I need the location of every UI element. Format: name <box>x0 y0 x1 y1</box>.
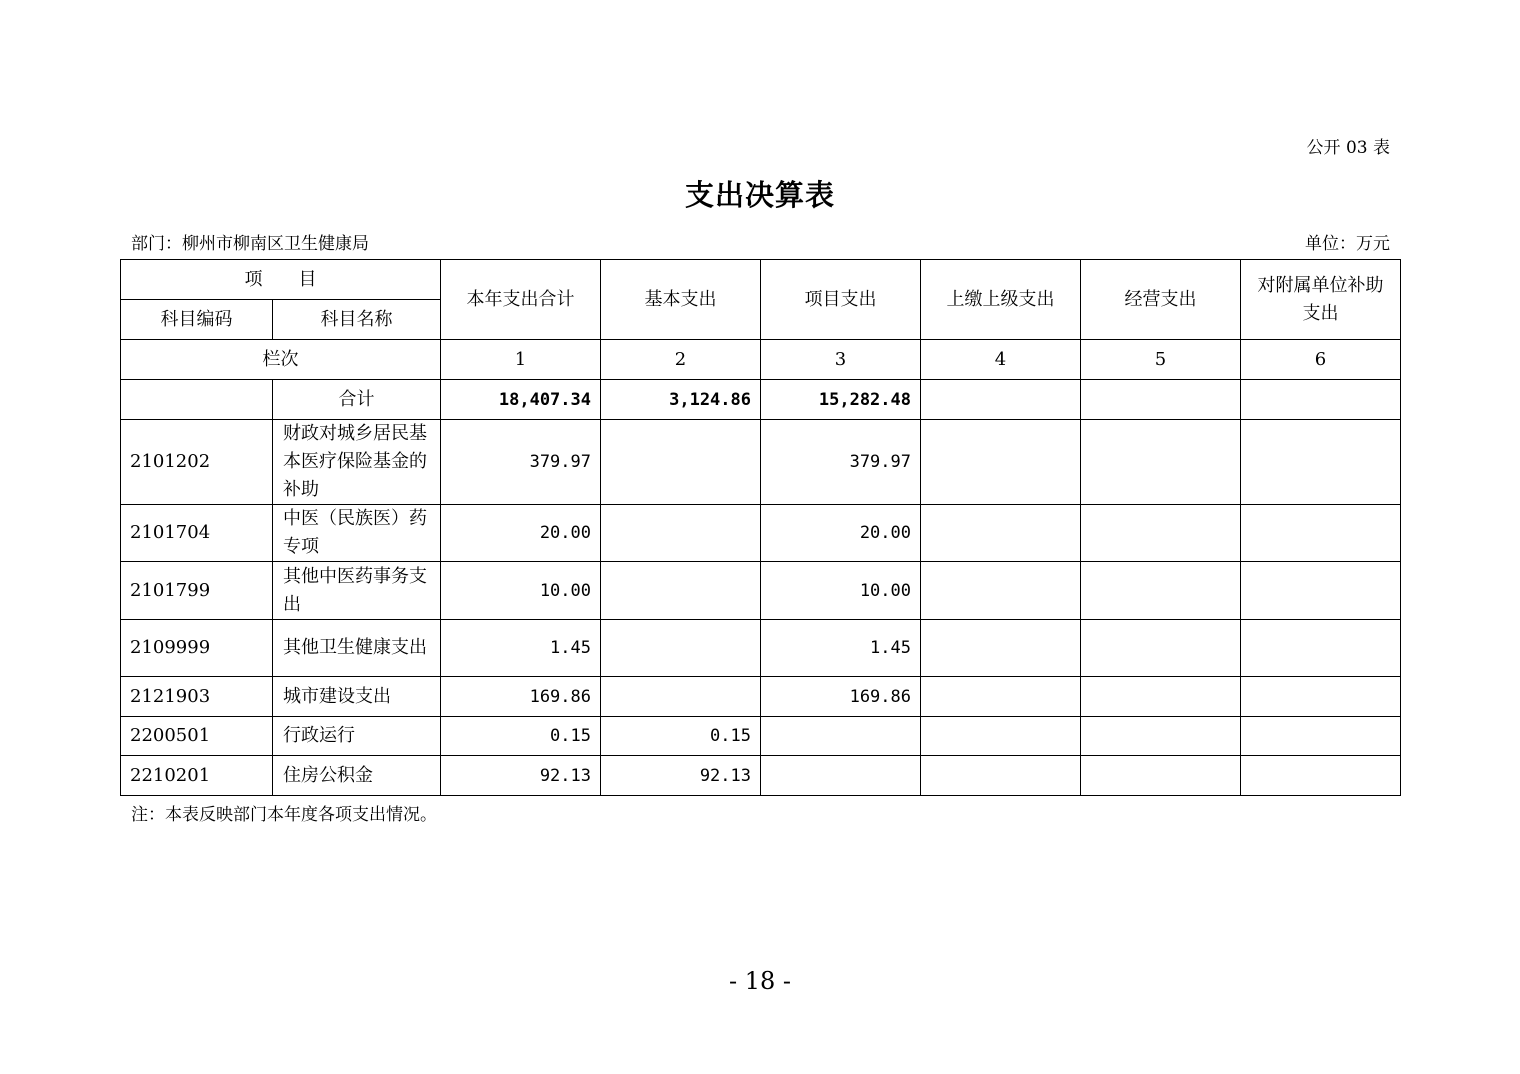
table-row <box>121 420 1401 505</box>
row-upper <box>921 420 1081 505</box>
row-code: 2200501 <box>121 717 273 756</box>
row-name: 财政对城乡居民基本医疗保险基金的补助 <box>273 420 441 505</box>
header-business: 经营支出 <box>1081 260 1241 340</box>
col-number: 2 <box>601 340 761 380</box>
header-total: 本年支出合计 <box>441 260 601 340</box>
total-basic: 3,124.86 <box>601 380 761 420</box>
row-name: 行政运行 <box>273 717 441 756</box>
row-basic: 0.15 <box>601 717 761 756</box>
row-subsidy <box>1241 420 1401 505</box>
row-total: 92.13 <box>441 756 601 796</box>
row-code: 2210201 <box>121 756 273 796</box>
row-code: 2101704 <box>121 505 273 562</box>
col-number: 6 <box>1241 340 1401 380</box>
row-basic <box>601 620 761 677</box>
header-name: 科目名称 <box>273 300 441 340</box>
row-label: 栏次 <box>121 340 441 380</box>
row-upper <box>921 717 1081 756</box>
row-subsidy <box>1241 620 1401 677</box>
row-total: 169.86 <box>441 677 601 717</box>
row-business <box>1081 717 1241 756</box>
total-total: 18,407.34 <box>441 380 601 420</box>
col-number: 3 <box>761 340 921 380</box>
row-project: 10.00 <box>761 562 921 620</box>
header-project: 项目支出 <box>761 260 921 340</box>
row-upper <box>921 756 1081 796</box>
table-note: 注：本表反映部门本年度各项支出情况。 <box>131 805 437 825</box>
row-total: 379.97 <box>441 420 601 505</box>
row-project <box>761 756 921 796</box>
row-project: 20.00 <box>761 505 921 562</box>
table-row <box>121 505 1401 562</box>
total-row <box>121 380 1401 420</box>
row-upper <box>921 677 1081 717</box>
header-basic: 基本支出 <box>601 260 761 340</box>
col-number: 4 <box>921 340 1081 380</box>
row-business <box>1081 562 1241 620</box>
header-code: 科目编码 <box>121 300 273 340</box>
row-code: 2101202 <box>121 420 273 505</box>
row-total: 1.45 <box>441 620 601 677</box>
header-subsidy: 对附属单位补助支出 <box>1241 260 1401 340</box>
table-row <box>121 562 1401 620</box>
row-basic <box>601 420 761 505</box>
header-item: 项 目 <box>121 260 441 300</box>
row-project <box>761 717 921 756</box>
row-business <box>1081 677 1241 717</box>
row-basic: 92.13 <box>601 756 761 796</box>
row-subsidy <box>1241 562 1401 620</box>
row-basic <box>601 677 761 717</box>
row-name: 其他卫生健康支出 <box>273 620 441 677</box>
row-code: 2121903 <box>121 677 273 717</box>
row-subsidy <box>1241 756 1401 796</box>
row-business <box>1081 505 1241 562</box>
row-business <box>1081 756 1241 796</box>
row-business <box>1081 620 1241 677</box>
row-upper <box>921 562 1081 620</box>
row-project: 1.45 <box>761 620 921 677</box>
row-upper <box>921 620 1081 677</box>
header-upper: 上缴上级支出 <box>921 260 1081 340</box>
row-subsidy <box>1241 505 1401 562</box>
total-project: 15,282.48 <box>761 380 921 420</box>
table-row <box>121 677 1401 717</box>
row-project: 379.97 <box>761 420 921 505</box>
total-upper <box>921 380 1081 420</box>
row-code: 2101799 <box>121 562 273 620</box>
row-name: 住房公积金 <box>273 756 441 796</box>
total-label: 合计 <box>273 380 441 420</box>
table-row <box>121 717 1401 756</box>
row-name: 其他中医药事务支出 <box>273 562 441 620</box>
total-subsidy <box>1241 380 1401 420</box>
row-subsidy <box>1241 717 1401 756</box>
row-project: 169.86 <box>761 677 921 717</box>
row-total: 0.15 <box>441 717 601 756</box>
form-number: 公开 03 表 <box>1306 138 1390 158</box>
row-total: 10.00 <box>441 562 601 620</box>
row-subsidy <box>1241 677 1401 717</box>
col-number: 1 <box>441 340 601 380</box>
department-label: 部门：柳州市柳南区卫生健康局 <box>131 234 369 254</box>
table-row <box>121 620 1401 677</box>
unit-label: 单位：万元 <box>1305 234 1390 254</box>
total-code-cell <box>121 380 273 420</box>
row-basic <box>601 505 761 562</box>
row-total: 20.00 <box>441 505 601 562</box>
row-upper <box>921 505 1081 562</box>
total-business <box>1081 380 1241 420</box>
page-title: 支出决算表 <box>684 178 835 212</box>
expenditure-table <box>120 259 1401 796</box>
row-business <box>1081 420 1241 505</box>
row-name: 中医（民族医）药专项 <box>273 505 441 562</box>
table-row <box>121 756 1401 796</box>
row-code: 2109999 <box>121 620 273 677</box>
row-name: 城市建设支出 <box>273 677 441 717</box>
col-number: 5 <box>1081 340 1241 380</box>
page-number: - 18 - <box>728 967 791 995</box>
column-number-row <box>121 340 1401 380</box>
row-basic <box>601 562 761 620</box>
